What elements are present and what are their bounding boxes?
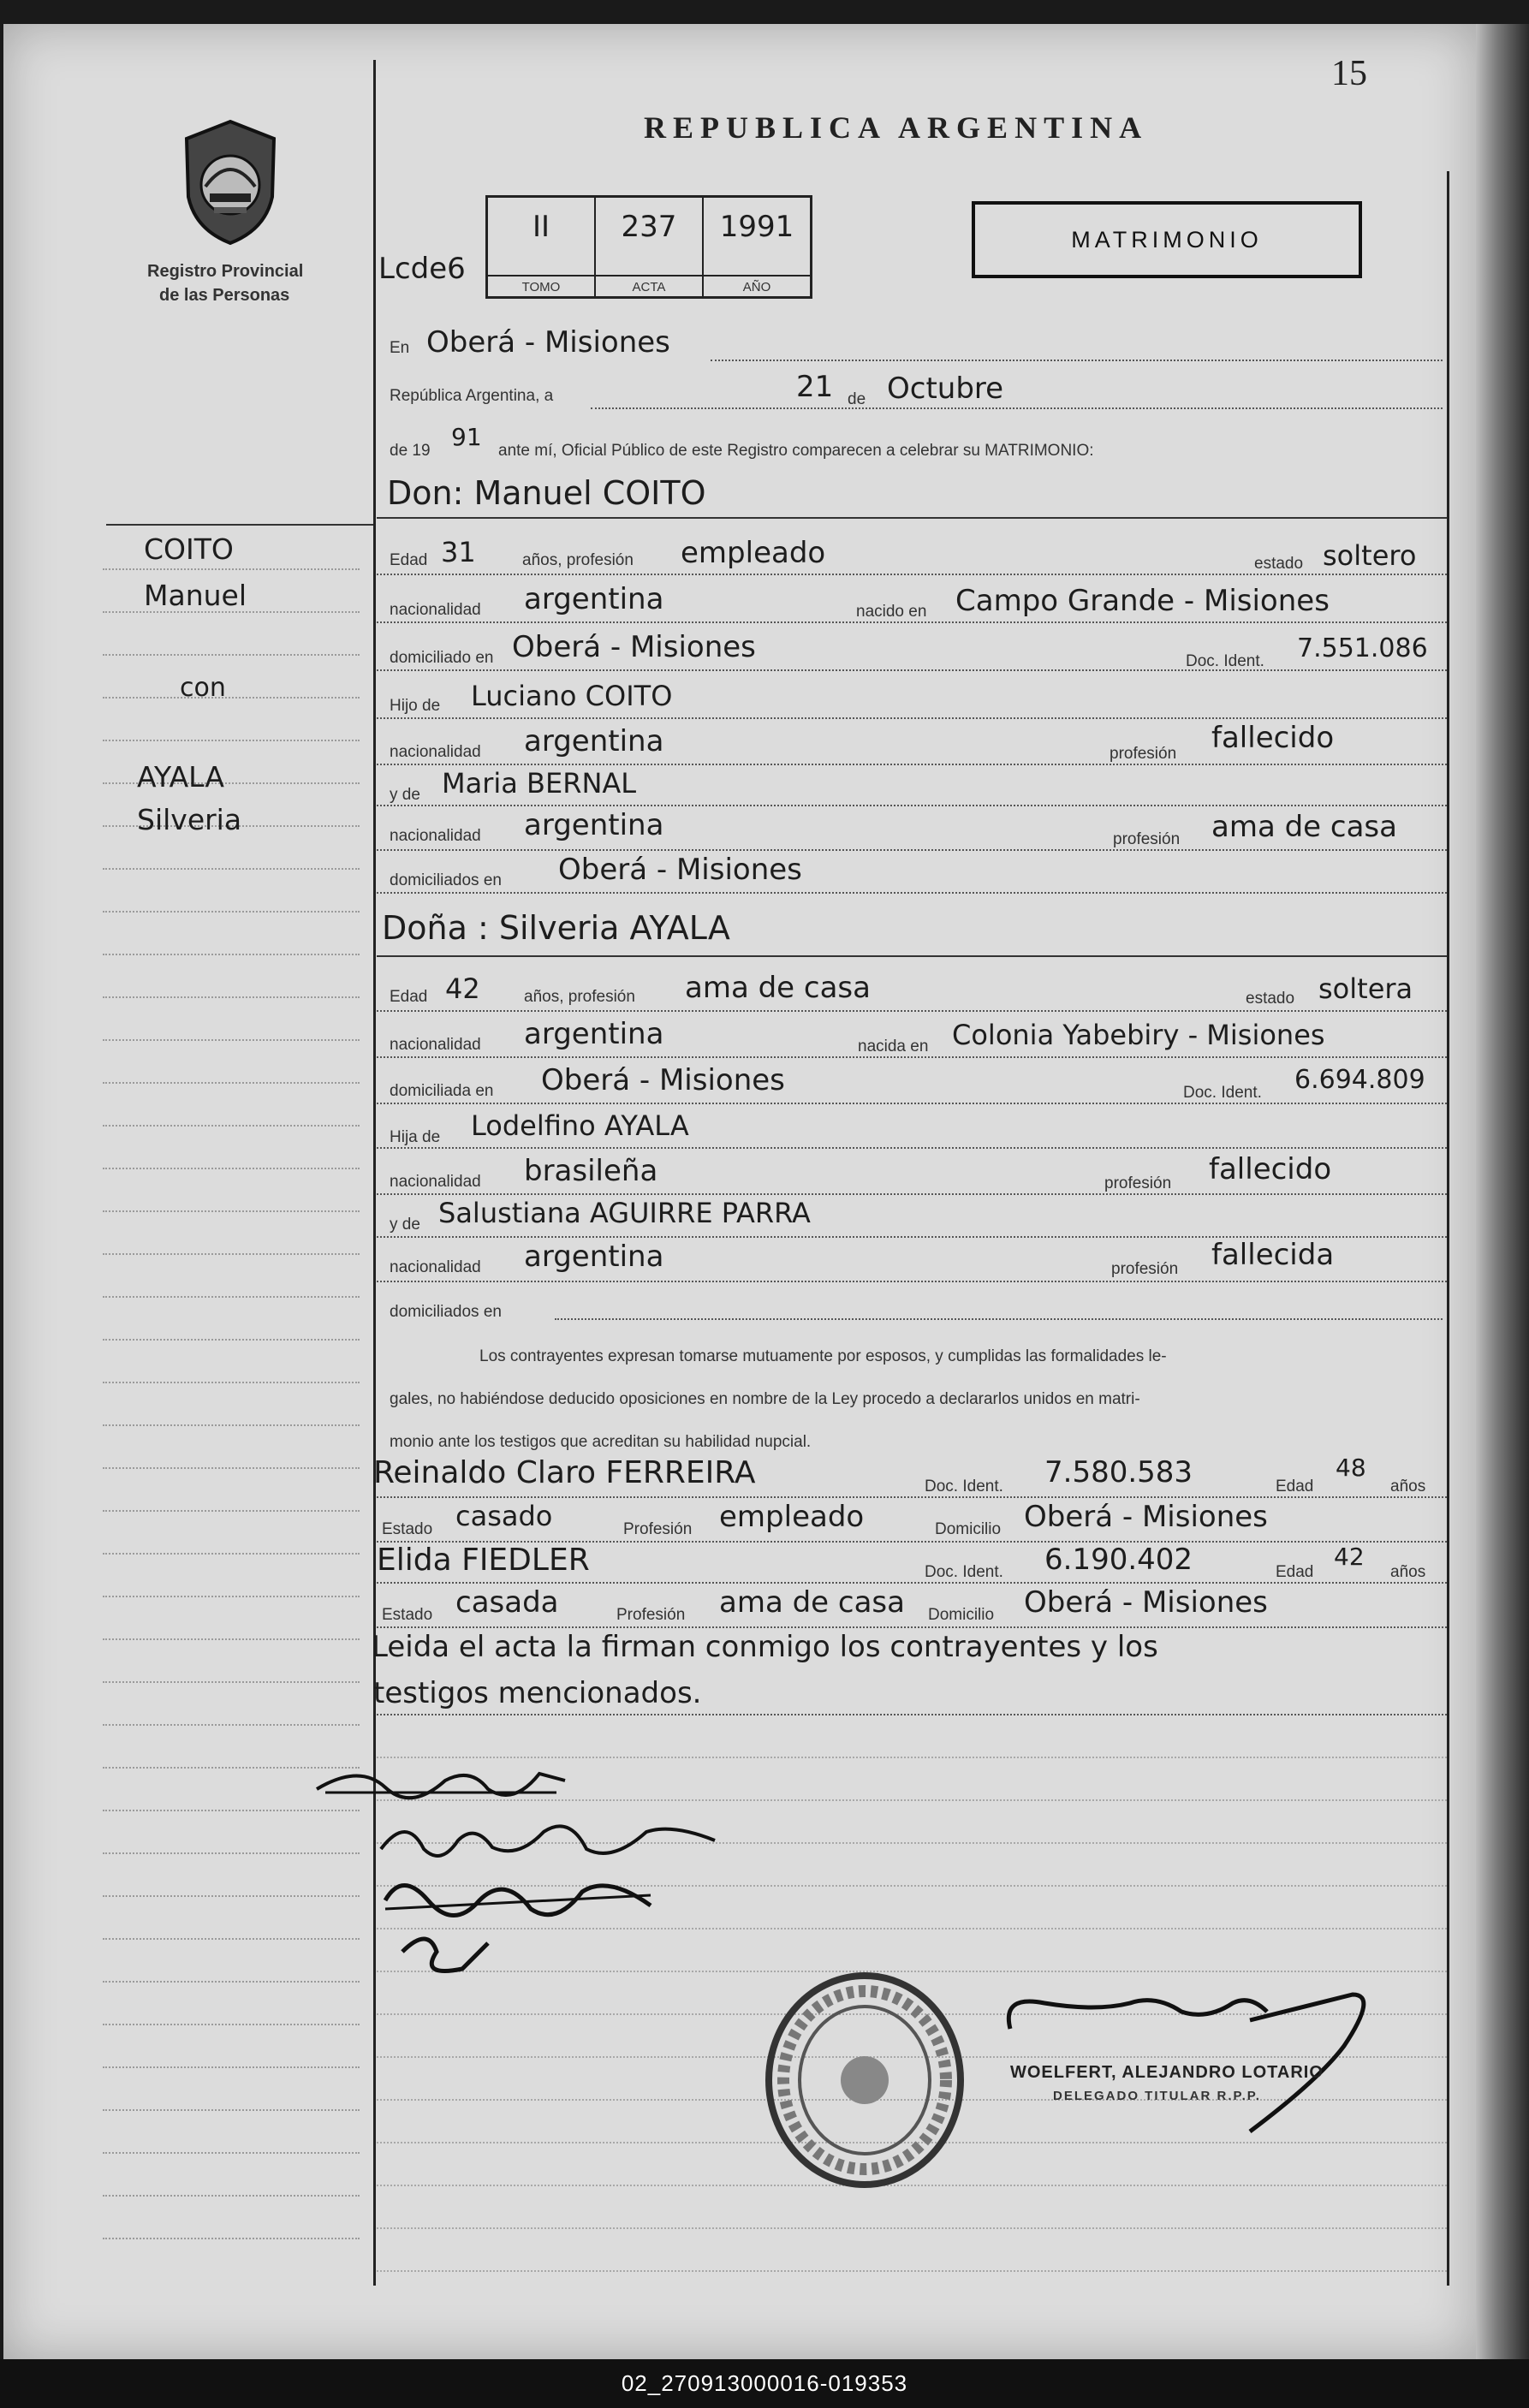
margin-ruled-line [103,1510,360,1512]
groom-padre-nac: argentina [524,724,664,758]
groom-padre-nac-label: nacionalidad [390,743,481,761]
bride-doc: 6.694.809 [1294,1065,1425,1095]
witness2-domicilio: Oberá - Misiones [1024,1585,1268,1620]
record-id-box [485,195,812,299]
witness2-prof-label: Profesión [616,1606,686,1624]
margin-ruled-line [103,996,360,998]
bride-padre-nac-label: nacionalidad [390,1173,481,1191]
bride-edad-label: Edad [390,988,428,1006]
margin-ruled-line [103,2066,360,2068]
declaration-line1: Los contrayentes expresan tomarse mutuamente por esposos, y cumplidas las formalidades le- [479,1347,1167,1365]
groom-madre: Maria BERNAL [442,767,637,800]
margin-ruled-line [103,2024,360,2025]
book-spine [1476,24,1529,2359]
signature-official [993,1969,1387,2144]
margin-ruled-line [103,740,360,741]
groom-name: Don: Manuel COITO [387,474,706,512]
margin-ruled-line [103,1339,360,1341]
margin-ruled-line [103,911,360,913]
acta-value: 237 [621,210,677,244]
republica-label: República Argentina, a [390,387,554,405]
bride-estado-label: estado [1246,990,1295,1008]
margin-ruled-line [103,1638,360,1640]
year-suffix: 91 [451,423,482,451]
bride-madre-nac-label: nacionalidad [390,1258,481,1276]
witness2-profesion: ama de casa [719,1585,905,1620]
tomo-label: TOMO [488,275,594,294]
page-title: REPUBLICA ARGENTINA [644,110,1149,145]
intro-statement: ante mí, Oficial Público de este Registro comparecen a celebrar su MATRIMONIO: [498,442,1094,460]
witness1-anos-label: años [1390,1478,1426,1495]
anio-cell [704,198,810,296]
groom-madre-prof: ama de casa [1211,810,1397,844]
margin-ruled-line [103,1210,360,1212]
witness2-doc-label: Doc. Ident. [925,1563,1003,1581]
groom-padre: Luciano COITO [471,680,673,712]
witness1-estado-label: Estado [382,1520,433,1538]
margin-ruled-line [103,1082,360,1084]
margin-ruled-line [103,1938,360,1940]
witness1-edad: 48 [1336,1454,1366,1482]
bride-madre-prof-label: profesión [1111,1260,1179,1278]
page-number: 15 [1331,54,1367,93]
groom-hijo-label: Hijo de [390,697,441,715]
margin-con: con [180,673,226,703]
bride-estado: soltera [1318,972,1413,1005]
bride-madre-nac: argentina [524,1240,664,1274]
witness1-doc: 7.580.583 [1044,1455,1193,1489]
day-value: 21 [796,370,834,404]
bride-nacida: Colonia Yabebiry - Misiones [952,1019,1325,1051]
witness2-dom-label: Domicilio [928,1606,995,1624]
groom-nacionalidad: argentina [524,582,664,616]
margin-ruled-line [103,568,360,570]
witness2-edad: 42 [1334,1543,1365,1571]
witness1-doc-label: Doc. Ident. [925,1478,1003,1495]
bride-nacionalidad: argentina [524,1017,664,1051]
groom-estado: soltero [1323,539,1417,572]
margin-ruled-line [103,1296,360,1298]
margin-ruled-line [103,1253,360,1255]
groom-dom-label: domiciliado en [390,649,494,667]
margin-top-rule [106,524,373,526]
declaration-line3: monio ante los testigos que acreditan su habilidad nupcial. [390,1433,812,1451]
en-label: En [390,339,410,357]
bride-doc-label: Doc. Ident. [1183,1084,1262,1102]
groom-padre-prof-label: profesión [1110,745,1177,763]
de-label: de [848,390,866,408]
month-value: Octubre [887,372,1004,406]
closing-line2: testigos mencionados. [373,1676,702,1710]
bride-madre: Salustiana AGUIRRE PARRA [438,1197,811,1229]
groom-yde-label: y de [390,786,420,804]
footer-id-text: 02_270913000016-019353 [621,2370,908,2396]
groom-padre-prof: fallecido [1211,721,1335,755]
margin-ruled-line [103,1168,360,1169]
bride-edad: 42 [445,972,480,1005]
witness2-name: Elida FIEDLER [377,1543,590,1578]
declaration-line2: gales, no habiéndose deducido oposiciones en nombre de la Ley procedo a declararlos unidos en matri- [390,1390,1140,1408]
registry-name-line1: Registro Provincial [147,262,304,281]
margin-ruled-line [103,2152,360,2154]
official-stamp-seal [762,1969,967,2196]
margin-surname-bride: AYALA [137,760,224,794]
acta-cell [596,198,704,296]
groom-edad: 31 [441,536,476,568]
groom-madre-nac: argentina [524,808,664,842]
bride-madre-prof: fallecida [1211,1238,1335,1272]
groom-domicilio: Oberá - Misiones [512,630,756,664]
groom-anos-prof-label: años, profesión [522,551,634,569]
witness1-profesion: empleado [719,1500,865,1534]
bride-profesion: ama de casa [685,971,871,1005]
witness1-edad-label: Edad [1276,1478,1314,1495]
margin-ruled-line [103,1553,360,1555]
margin-ruled-line [103,1852,360,1854]
groom-madre-prof-label: profesión [1113,830,1181,848]
margin-ruled-line [103,868,360,870]
witness1-estado: casado [455,1500,553,1532]
margin-ruled-line [103,1039,360,1041]
margin-ruled-line [103,2238,360,2239]
bride-nacida-label: nacida en [858,1038,929,1055]
margin-ruled-line [103,1382,360,1383]
margin-ruled-line [103,954,360,955]
en-value: Oberá - Misiones [426,325,670,360]
margin-divider [373,60,376,2286]
bride-anos-prof-label: años, profesión [524,988,635,1006]
registry-name-line2: de las Personas [159,286,290,305]
groom-doc: 7.551.086 [1297,633,1428,663]
witness2-doc: 6.190.402 [1044,1543,1193,1577]
tomo-prefix: Lcde6 [378,252,466,286]
witness2-edad-label: Edad [1276,1563,1314,1581]
witness1-prof-label: Profesión [623,1520,693,1538]
bride-domicilio: Oberá - Misiones [541,1063,785,1097]
body-ruled-line [377,2227,1447,2229]
witness2-anos-label: años [1390,1563,1426,1581]
margin-ruled-line [103,697,360,699]
bride-hija-label: Hija de [390,1128,441,1146]
bride-yde-label: y de [390,1216,420,1234]
bride-padre-nac: brasileña [524,1154,658,1188]
margin-ruled-line [103,1467,360,1469]
body-ruled-line [377,2270,1447,2272]
groom-doc-label: Doc. Ident. [1186,652,1264,670]
bride-name: Doña : Silveria AYALA [382,909,730,947]
groom-madre-nac-label: nacionalidad [390,827,481,845]
official-name: WOELFERT, ALEJANDRO LOTARIO [1010,2063,1324,2082]
bride-dom-label: domiciliada en [390,1082,494,1100]
margin-ruled-line [103,1981,360,1983]
groom-padres-dom-label: domiciliados en [390,871,502,889]
witness1-name: Reinaldo Claro FERREIRA [373,1455,756,1490]
right-border [1447,171,1449,2286]
witness2-estado-label: Estado [382,1606,433,1624]
margin-surname-groom: COITO [144,532,234,566]
official-title: DELEGADO TITULAR R.P.P. [1053,2089,1261,2103]
anio-label: AÑO [704,275,810,294]
bride-padre-prof-label: profesión [1104,1174,1172,1192]
margin-ruled-line [103,2195,360,2197]
groom-nac-label: nacionalidad [390,601,481,619]
margin-ruled-line [103,2109,360,2111]
tomo-value: II [532,210,550,244]
margin-ruled-line [103,1681,360,1683]
provincial-seal-logo [180,118,281,247]
margin-ruled-line [103,1125,360,1127]
margin-name-groom: Manuel [144,579,247,612]
margin-ruled-line [103,1895,360,1897]
groom-profesion: empleado [681,536,826,570]
margin-ruled-line [103,654,360,656]
tomo-cell [488,198,596,296]
bride-padre: Lodelfino AYALA [471,1109,689,1142]
groom-nacido-label: nacido en [856,603,927,621]
groom-padres-dom: Oberá - Misiones [558,853,802,887]
signature-witness2 [394,1926,497,1990]
de-year-label: de 19 [390,442,431,460]
acta-label: ACTA [596,275,702,294]
anio-value: 1991 [719,210,794,244]
matrimonio-label: MATRIMONIO [1071,226,1263,253]
witness1-dom-label: Domicilio [935,1520,1002,1538]
groom-edad-label: Edad [390,551,428,569]
closing-line1: Leida el acta la firman conmigo los contrayentes y los [372,1630,1158,1664]
margin-ruled-line [103,1424,360,1426]
bride-padre-prof: fallecido [1209,1152,1332,1186]
margin-ruled-line [103,1596,360,1597]
witness1-domicilio: Oberá - Misiones [1024,1500,1268,1534]
margin-ruled-line [103,1724,360,1726]
groom-estado-label: estado [1254,555,1304,573]
groom-nacido: Campo Grande - Misiones [955,584,1330,618]
margin-name-bride: Silveria [137,803,242,836]
witness2-estado: casada [455,1585,559,1620]
image-footer-id [0,2359,1529,2408]
matrimonio-box [972,201,1362,278]
bride-padres-dom-label: domiciliados en [390,1303,502,1321]
bride-nac-label: nacionalidad [390,1036,481,1054]
